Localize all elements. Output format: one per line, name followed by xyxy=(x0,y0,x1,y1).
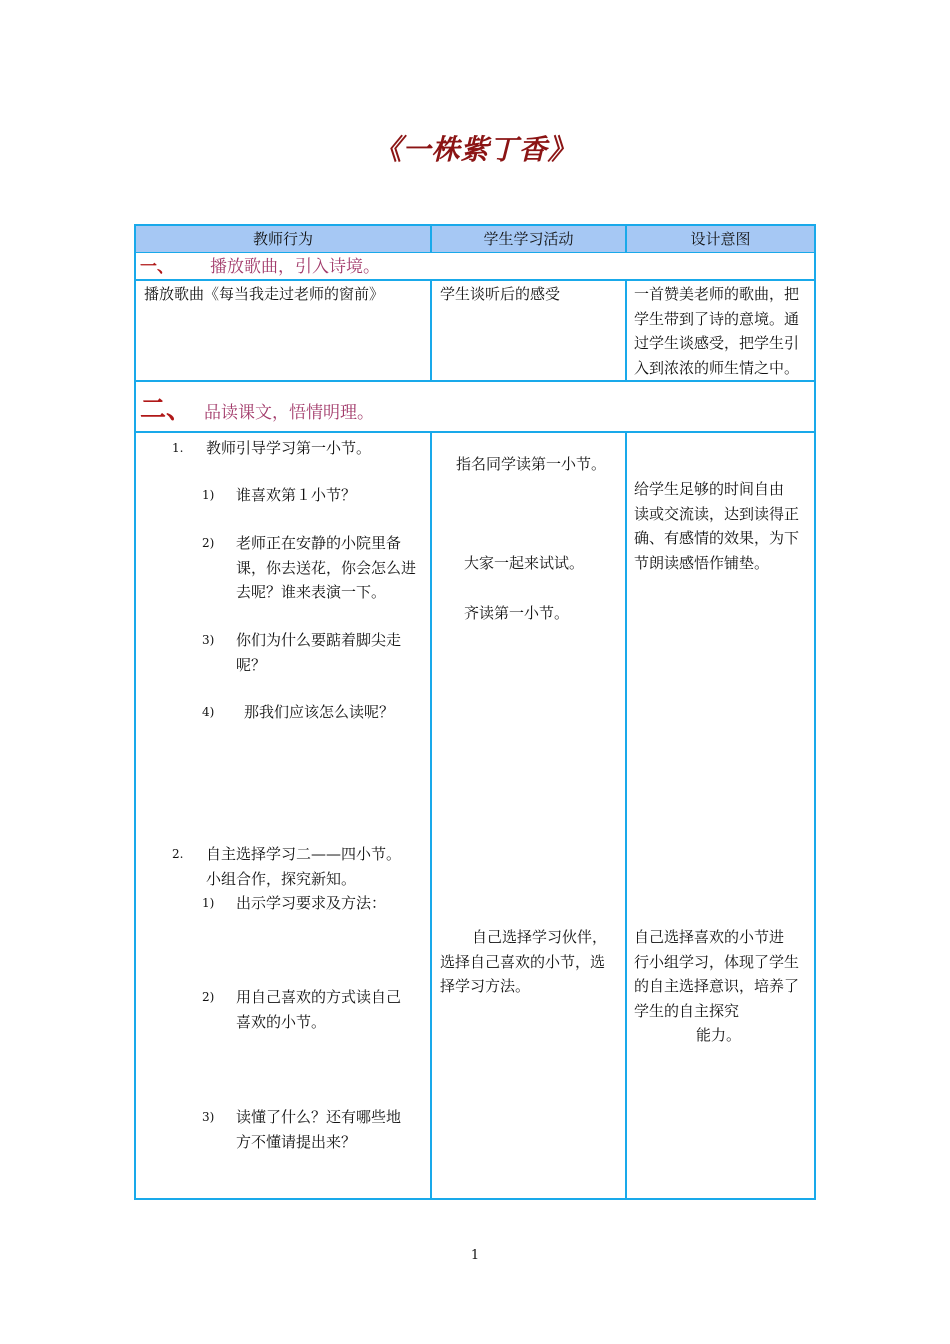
list-item xyxy=(206,842,401,891)
text-line: 读或交流读，达到读得正 xyxy=(634,504,800,523)
design-intent xyxy=(634,925,799,1048)
text-line: 学生带到了诗的意境。通 xyxy=(634,309,800,328)
cell-teacher-1: 播放歌曲《每当我走过老师的窗前》 xyxy=(144,285,385,303)
text-line: 择学习方法。 xyxy=(440,977,531,996)
list-number: 4) xyxy=(202,705,215,719)
document-title: 《一株紫丁香》 xyxy=(373,133,577,166)
text-line: 你们为什么要踮着脚尖走 xyxy=(236,631,402,649)
divider xyxy=(134,431,816,433)
text-line: 谁喜欢第１小节？ xyxy=(236,486,357,504)
text-line: 过学生谈感受，把学生引 xyxy=(634,334,800,353)
text-line: 自己选择学习伙伴， xyxy=(472,928,608,946)
cell-intent-1 xyxy=(634,282,799,380)
divider xyxy=(134,279,816,281)
list-number: 1) xyxy=(202,896,215,910)
header-intent: 设计意图 xyxy=(627,226,814,252)
text-line: 方不懂请提出来？ xyxy=(236,1132,357,1151)
list-item xyxy=(236,628,401,677)
divider xyxy=(625,432,627,1198)
list-number: 1. xyxy=(172,441,184,455)
text-line: 行小组学习，体现了学生 xyxy=(634,952,800,971)
student-activity: 大家一起来试试。 xyxy=(464,554,585,572)
text-line: 的自主选择意识，培养了 xyxy=(634,977,800,996)
text-line: 那我们应该怎么读呢？ xyxy=(244,703,395,721)
text-line: 节朗读感悟作铺垫。 xyxy=(634,553,770,572)
text-line: 读懂了什么？还有哪些地 xyxy=(236,1108,402,1126)
text-line: 老师正在安静的小院里备 xyxy=(236,534,402,552)
design-intent xyxy=(634,477,799,575)
text-line: 给学生足够的时间自由 xyxy=(634,480,785,498)
text-line: 学生的自主探究 xyxy=(634,1001,740,1020)
text-line: 喜欢的小节。 xyxy=(236,1012,327,1031)
section-label: 播放歌曲，引入诗境。 xyxy=(210,257,380,277)
text-line: 一首赞美老师的歌曲，把 xyxy=(634,285,800,303)
text-line: 入到浓浓的师生情之中。 xyxy=(634,358,800,377)
divider xyxy=(625,280,627,382)
list-item xyxy=(244,700,394,725)
list-number: 3) xyxy=(202,633,215,647)
section-heading-1 xyxy=(140,256,380,278)
text-line: 呢？ xyxy=(236,655,267,674)
section-heading-2 xyxy=(140,394,374,429)
list-item xyxy=(236,1105,401,1154)
text-line: 用自己喜欢的方式读自己 xyxy=(236,988,402,1006)
header-teacher: 教师行为 xyxy=(136,226,430,252)
list-item: 教师引导学习第一小节。 xyxy=(206,439,372,457)
divider xyxy=(430,280,432,382)
section-number: 二、 xyxy=(140,395,193,425)
text-line: 自主选择学习二——四小节。 xyxy=(206,845,402,863)
list-item xyxy=(236,985,401,1034)
student-activity: 齐读第一小节。 xyxy=(464,604,570,622)
divider xyxy=(430,432,432,1198)
list-number: 2. xyxy=(172,847,184,861)
page-number: 1 xyxy=(470,1248,480,1263)
header-student: 学生学习活动 xyxy=(432,226,625,252)
list-item xyxy=(236,531,416,605)
text-line: 小组合作，探究新知。 xyxy=(206,869,357,888)
text-line: 去呢？谁来表演一下。 xyxy=(236,583,387,602)
list-item xyxy=(236,891,386,916)
section-number: 一、 xyxy=(140,257,174,277)
text-line: 能力。 xyxy=(696,1026,742,1045)
text-line: 选择自己喜欢的小节，选 xyxy=(440,952,606,971)
list-number: 2) xyxy=(202,990,215,1004)
list-number: 1) xyxy=(202,488,215,502)
list-number: 2) xyxy=(202,536,215,550)
student-activity xyxy=(440,925,607,999)
text-line: 自己选择喜欢的小节进 xyxy=(634,928,785,946)
text-line: 出示学习要求及方法： xyxy=(236,894,387,912)
text-line: 确、有感情的效果，为下 xyxy=(634,529,800,548)
section-label: 品读课文，悟情明理。 xyxy=(204,403,375,423)
cell-student-1: 学生谈听后的感受 xyxy=(440,285,561,303)
student-activity: 指名同学读第一小节。 xyxy=(456,455,607,473)
text-line: 课，你去送花，你会怎么进 xyxy=(236,558,417,577)
list-number: 3) xyxy=(202,1110,215,1124)
list-item xyxy=(236,483,356,508)
